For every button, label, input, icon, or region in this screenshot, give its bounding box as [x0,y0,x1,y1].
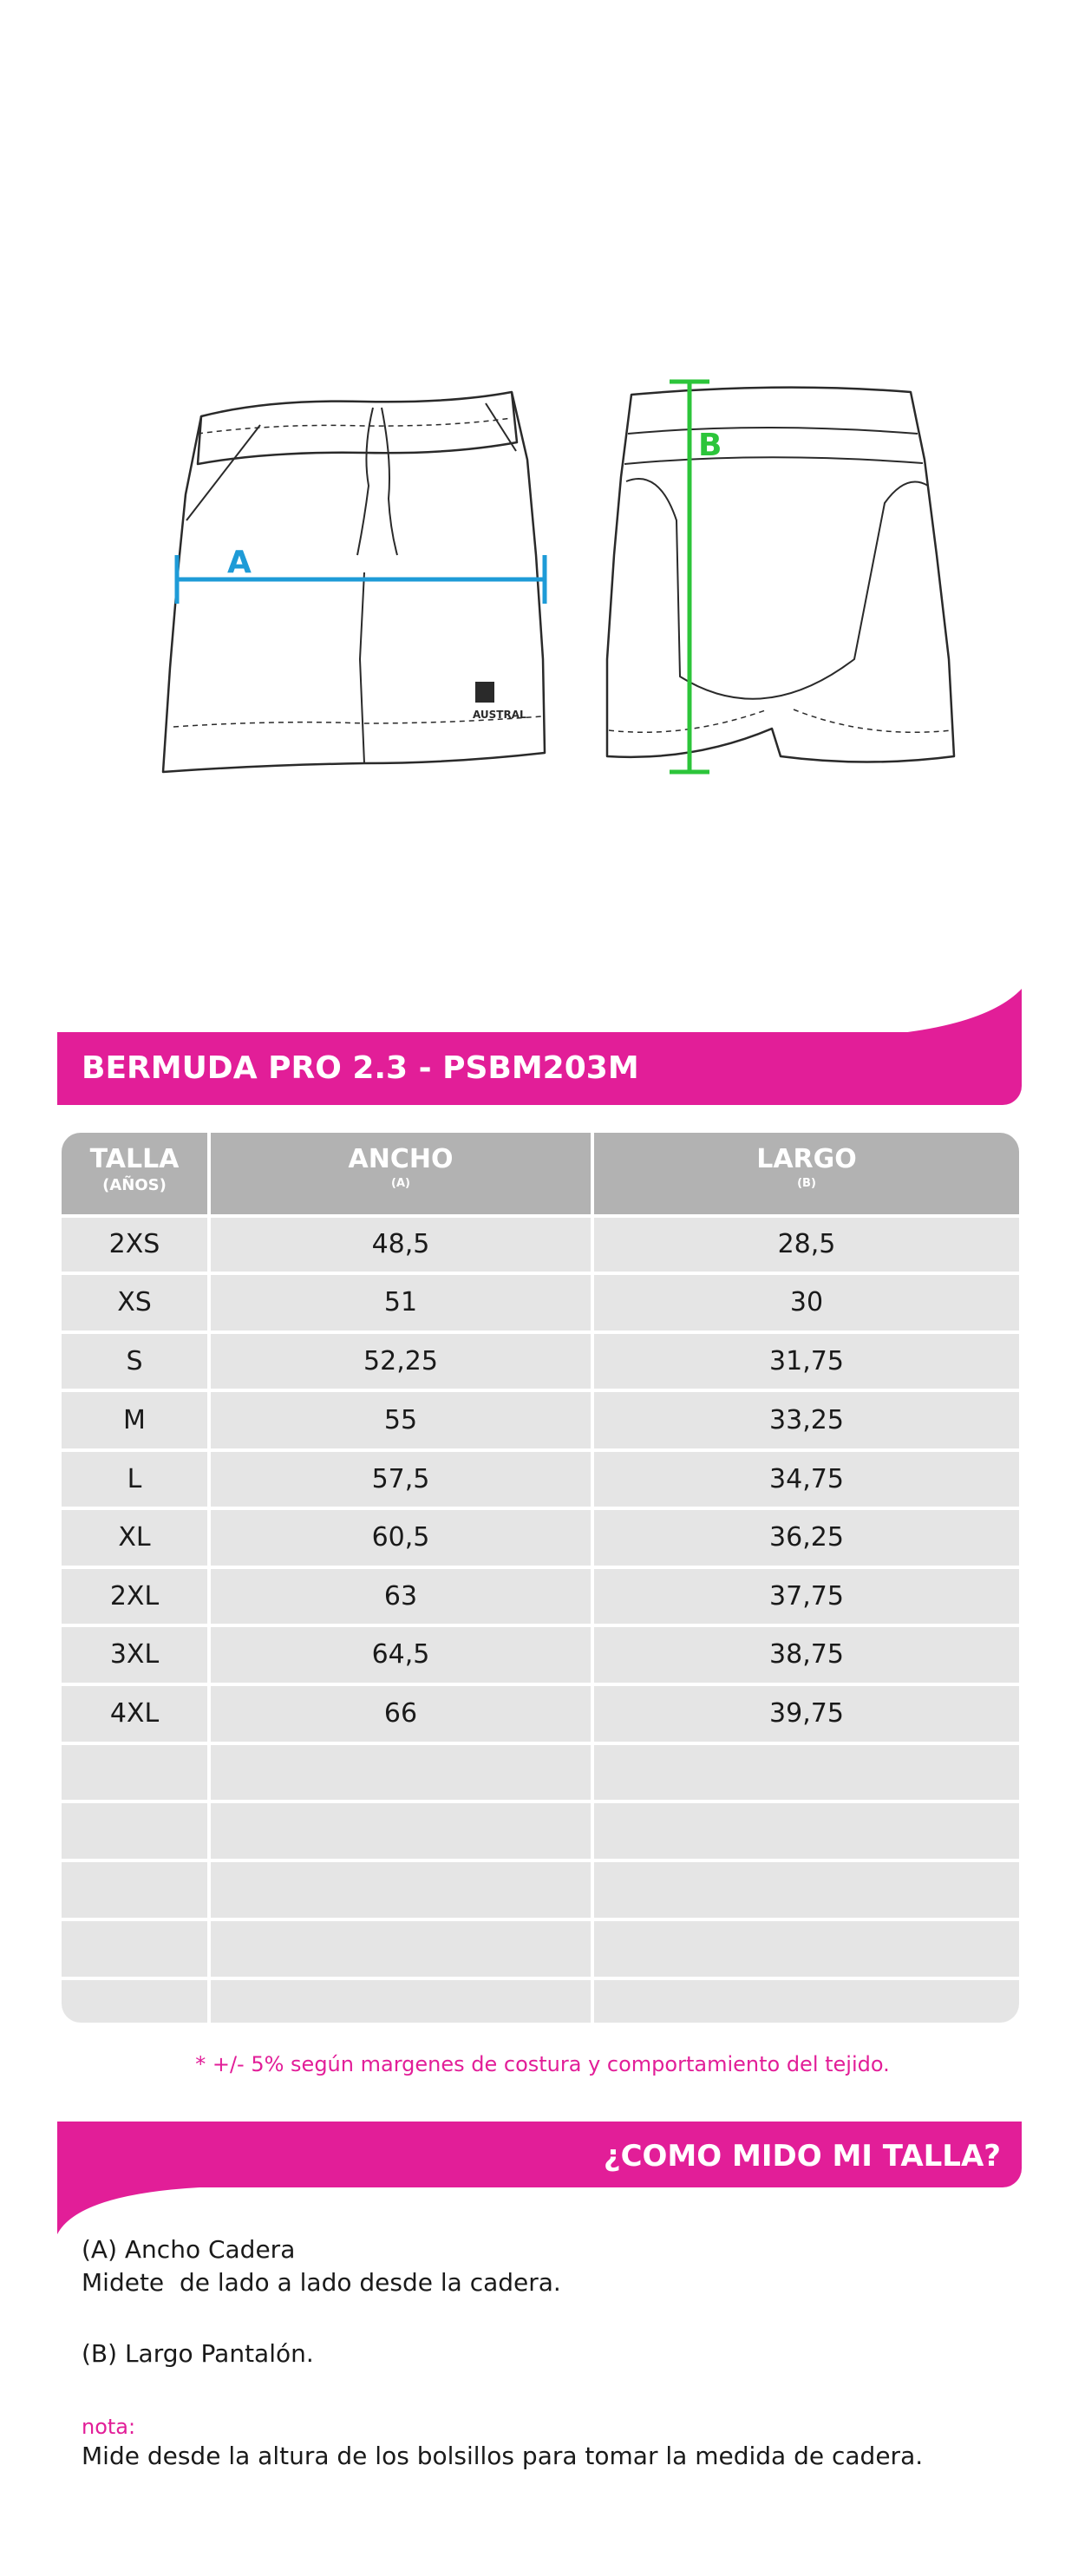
cell-ancho [211,1862,591,1918]
howto-bar [57,2122,1022,2187]
header-talla [62,1133,207,1214]
cell-largo [594,1803,1019,1859]
cell-largo [594,1980,1019,2023]
cell-talla: 2XL [62,1569,207,1624]
cell-ancho: 55 [211,1392,591,1448]
header-ancho [211,1133,591,1214]
cell-talla [62,1980,207,2023]
cell-largo [594,1921,1019,1977]
header-largo [594,1133,1019,1214]
note-text: Mide desde la altura de los bolsillos para tomar la medida de cadera. [82,2442,924,2470]
footnote: * +/- 5% según margenes de costura y comportamiento del tejido. [195,2052,890,2076]
cell-ancho: 66 [211,1686,591,1742]
cell-talla [62,1921,207,1977]
header-talla-sub: (AÑOS) [102,1176,167,1194]
header-talla-label: TALLA [89,1144,180,1174]
cell-talla: 4XL [62,1686,207,1742]
cell-largo [594,1862,1019,1918]
label-b: B [698,428,722,463]
cell-talla [62,1862,207,1918]
cell-talla: M [62,1392,207,1448]
cell-talla [62,1803,207,1859]
page-title: BERMUDA PRO 2.3 - PSBM203M [82,1050,639,1086]
cell-largo: 36,25 [594,1510,1019,1566]
cell-ancho: 64,5 [211,1627,591,1683]
cell-ancho: 52,25 [211,1334,591,1389]
howto-b-label: (B) Largo Pantalón. [82,2339,314,2368]
cell-talla [62,1745,207,1800]
header-largo-sub: (B) [797,1177,816,1190]
cell-largo: 33,25 [594,1392,1019,1448]
shorts-illustration [0,0,1085,867]
cell-talla: 2XS [62,1218,207,1272]
label-a: A [227,545,252,580]
cell-ancho: 51 [211,1275,591,1330]
cell-largo [594,1745,1019,1800]
cell-largo: 39,75 [594,1686,1019,1742]
cell-ancho: 60,5 [211,1510,591,1566]
cell-largo: 34,75 [594,1452,1019,1507]
cell-largo: 28,5 [594,1218,1019,1272]
cell-talla: XL [62,1510,207,1566]
back-view [607,388,954,762]
cell-ancho [211,1803,591,1859]
cell-largo: 30 [594,1275,1019,1330]
brand-logo: AUSTRAL [473,709,526,721]
cell-ancho: 48,5 [211,1218,591,1272]
cell-largo: 31,75 [594,1334,1019,1389]
howto-title: ¿COMO MIDO MI TALLA? [603,2139,1001,2174]
cell-ancho: 63 [211,1569,591,1624]
cell-ancho [211,1921,591,1977]
title-bar [57,1032,1022,1105]
cell-ancho [211,1980,591,2023]
size-table [62,1133,1019,2023]
cell-ancho [211,1745,591,1800]
header-largo-label: LARGO [756,1144,857,1174]
header-ancho-label: ANCHO [348,1144,454,1174]
cell-ancho: 57,5 [211,1452,591,1507]
cell-talla: XS [62,1275,207,1330]
howto-a-desc: Midete de lado a lado desde la cadera. [82,2268,561,2297]
cell-largo: 37,75 [594,1569,1019,1624]
howto-a-label: (A) Ancho Cadera [82,2235,296,2264]
header-ancho-sub: (A) [391,1177,410,1190]
cell-largo: 38,75 [594,1627,1019,1683]
cell-talla: 3XL [62,1627,207,1683]
note-label: nota: [82,2415,136,2439]
cell-talla: L [62,1452,207,1507]
cell-talla: S [62,1334,207,1389]
